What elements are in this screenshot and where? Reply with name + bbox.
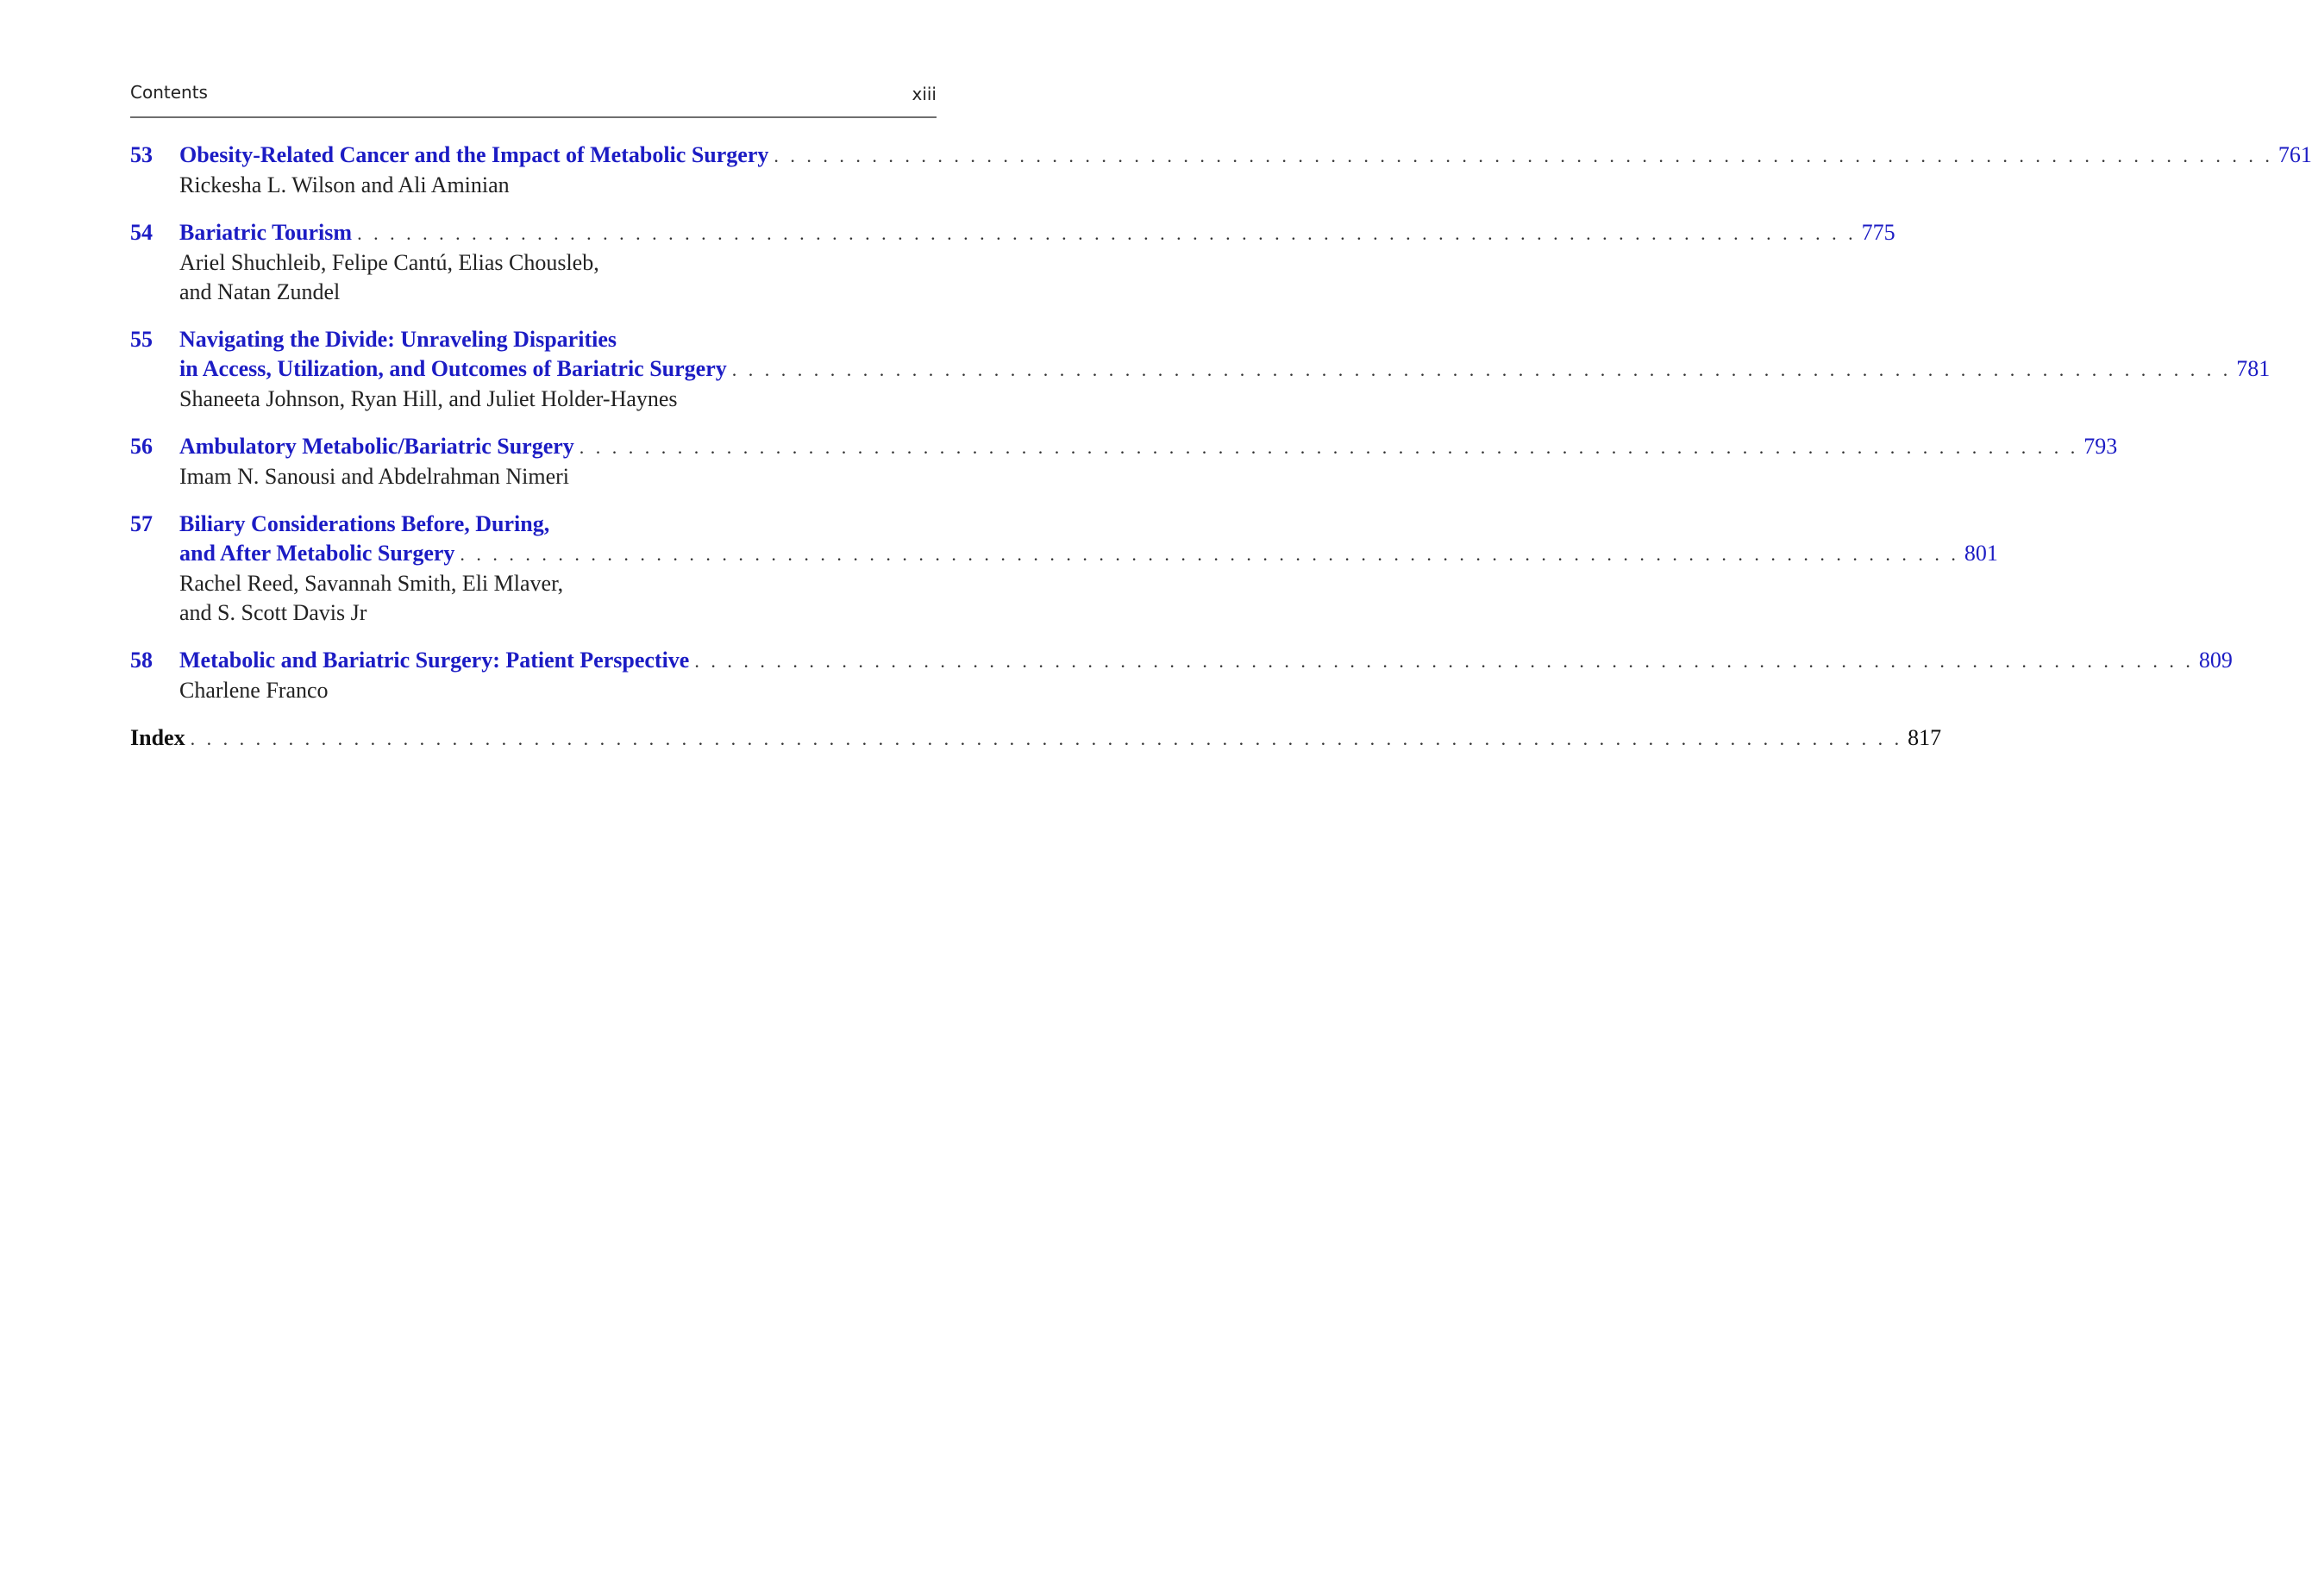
chapter-page[interactable]: 809 xyxy=(2198,648,2233,673)
running-head-title: Contents xyxy=(130,82,208,103)
chapter-page[interactable]: 761 xyxy=(2278,142,2312,167)
toc-entry-55 xyxy=(130,325,2271,414)
chapter-authors: Imam N. Sanousi and Abdelrahman Nimeri xyxy=(179,464,570,489)
toc-entry-57 xyxy=(130,510,1998,628)
index-label[interactable]: Index xyxy=(130,725,185,750)
chapter-authors-continued: and Natan Zundel xyxy=(179,279,341,304)
chapter-number[interactable]: 57 xyxy=(130,511,153,536)
chapter-title-line-2[interactable] xyxy=(179,354,2271,385)
chapter-authors-continued: and S. Scott Davis Jr xyxy=(179,600,367,625)
dot-leader: . . . . . . . . . . . . . . . . . . . . . . . . . . . . . . . . . . . . . . . . . . . . . . . . . . . . . . . . . . . . . . . . . . . . . . . . . . . . . . . . . . . . . . . . . . . . xyxy=(460,543,1959,565)
chapter-number[interactable]: 54 xyxy=(130,220,153,245)
dot-leader: . . . . . . . . . . . . . . . . . . . . . . . . . . . . . . . . . . . . . . . . . . . . . . . . . . . . . . . . . . . . . . . . . . . . . . . . . . . . . . . . . . . . . . . . . . . . xyxy=(774,145,2273,166)
chapter-title[interactable]: Biliary Considerations Before, During, xyxy=(179,511,550,536)
chapter-title-line-2[interactable] xyxy=(179,539,1998,569)
chapter-number[interactable]: 58 xyxy=(130,648,153,673)
chapter-title-line[interactable] xyxy=(179,646,2233,676)
chapter-page[interactable]: 775 xyxy=(1861,220,1895,245)
chapter-title-line[interactable] xyxy=(179,218,1895,248)
chapter-title[interactable]: Obesity-Related Cancer and the Impact of Metabolic Surgery xyxy=(179,142,769,167)
dot-leader: . . . . . . . . . . . . . . . . . . . . . . . . . . . . . . . . . . . . . . . . . . . . . . . . . . . . . . . . . . . . . . . . . . . . . . . . . . . . . . . . . . . . . . . . . . . . xyxy=(694,650,2194,672)
dot-leader: . . . . . . . . . . . . . . . . . . . . . . . . . . . . . . . . . . . . . . . . . . . . . . . . . . . . . . . . . . . . . . . . . . . . . . . . . . . . . . . . . . . . . . . . . . . . . . . . . . . . . . . . . xyxy=(190,728,1903,749)
chapter-authors: Rickesha L. Wilson and Ali Aminian xyxy=(179,172,510,197)
chapter-number[interactable]: 56 xyxy=(130,434,153,459)
chapter-authors: Shaneeta Johnson, Ryan Hill, and Juliet Holder-Haynes xyxy=(179,386,678,411)
toc-entry-53 xyxy=(130,141,2312,200)
chapter-title-line[interactable] xyxy=(179,432,2118,462)
dot-leader: . . . . . . . . . . . . . . . . . . . . . . . . . . . . . . . . . . . . . . . . . . . . . . . . . . . . . . . . . . . . . . . . . . . . . . . . . . . . . . . . . . . . . . . . . . . . xyxy=(357,222,1857,244)
table-of-contents xyxy=(130,141,2312,754)
chapter-authors: Rachel Reed, Savannah Smith, Eli Mlaver, xyxy=(179,571,564,596)
toc-entry-index[interactable] xyxy=(130,723,1942,754)
dot-leader: . . . . . . . . . . . . . . . . . . . . . . . . . . . . . . . . . . . . . . . . . . . . . . . . . . . . . . . . . . . . . . . . . . . . . . . . . . . . . . . . . . . . . . . . . . . . xyxy=(731,359,2232,380)
chapter-page[interactable]: 781 xyxy=(2236,356,2271,381)
running-head-page-number: xiii xyxy=(912,84,937,104)
chapter-title-line[interactable] xyxy=(179,325,937,354)
chapter-title[interactable]: Bariatric Tourism xyxy=(179,220,353,245)
chapter-page[interactable]: 793 xyxy=(2083,434,2118,459)
chapter-title-continued[interactable]: in Access, Utilization, and Outcomes of Bariatric Surgery xyxy=(179,356,727,381)
chapter-title[interactable]: Ambulatory Metabolic/Bariatric Surgery xyxy=(179,434,574,459)
toc-entry-54 xyxy=(130,218,1895,307)
toc-entry-56 xyxy=(130,432,2118,491)
chapter-title[interactable]: Navigating the Divide: Unraveling Disparities xyxy=(179,327,617,352)
chapter-number[interactable]: 53 xyxy=(130,142,153,167)
running-head xyxy=(130,82,937,118)
chapter-authors: Ariel Shuchleib, Felipe Cantú, Elias Chousleb, xyxy=(179,250,599,275)
chapter-number[interactable]: 55 xyxy=(130,327,153,352)
toc-entry-58 xyxy=(130,646,2233,705)
chapter-title-continued[interactable]: and After Metabolic Surgery xyxy=(179,541,455,566)
chapter-title-line[interactable] xyxy=(179,510,937,539)
dot-leader: . . . . . . . . . . . . . . . . . . . . . . . . . . . . . . . . . . . . . . . . . . . . . . . . . . . . . . . . . . . . . . . . . . . . . . . . . . . . . . . . . . . . . . . . . . . . xyxy=(579,436,2079,458)
chapter-page[interactable]: 801 xyxy=(1964,541,1998,566)
index-page[interactable]: 817 xyxy=(1908,725,1942,750)
chapter-authors: Charlene Franco xyxy=(179,678,329,703)
chapter-title-line[interactable] xyxy=(179,141,2312,171)
chapter-title[interactable]: Metabolic and Bariatric Surgery: Patient Perspective xyxy=(179,648,690,673)
